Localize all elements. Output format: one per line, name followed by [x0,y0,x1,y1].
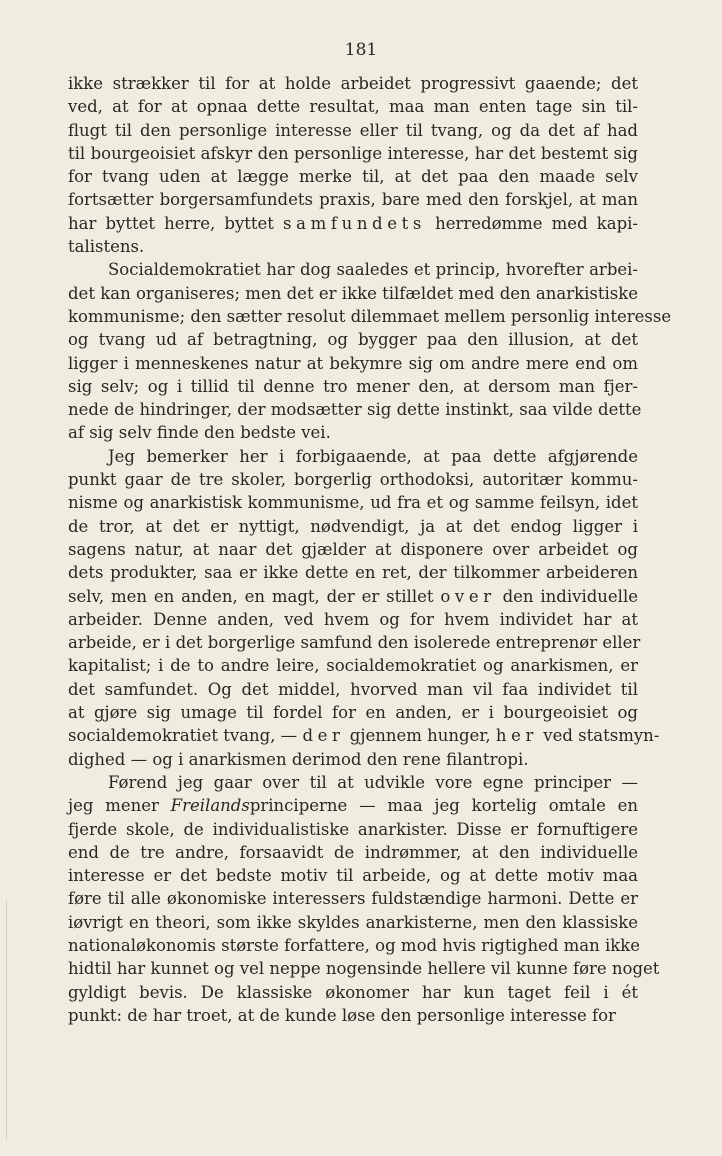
text-line [68,328,638,351]
text-line [68,119,638,142]
text-segment: gyldigt bevis. De klassiske økonomer har kun taget feil i ét [68,982,638,1002]
text-segment: ikke strækker til for at holde arbeidet progressivt gaaende; det [68,74,638,93]
text-segment: til bourgeoisiet afskyr den personlige interesse, har det bestemt sig [68,143,638,163]
text-segment: talistens. [68,237,145,257]
text-segment: nede de hindringer, der modsætter sig dette instinkt, saa vilde dette [68,400,642,420]
text-line [68,282,638,305]
text-segment: har byttet herre, byttet [68,213,284,233]
text-line [68,421,638,444]
text-line [68,864,638,887]
text-line [68,538,638,561]
text-segment: nationaløkonomis største forfattere, og mod hvis rigtighed man ikke [68,935,641,955]
text-line [68,445,638,468]
text-line [68,934,641,957]
text-segment: ved, at for at opnaa dette resultat, maa man enten tage sin til- [68,97,638,117]
body-text [68,72,672,1027]
text-line [68,654,638,677]
text-line [68,398,642,421]
text-line [68,678,638,701]
text-segment: det samfundet. Og det middel, hvorved man vil faa individet til [68,679,638,699]
text-segment: dighed — og i anarkismen derimod den rene filantropi. [68,749,529,769]
text-segment: hidtil har kunnet og vel neppe nogensinde hellere vil kunne føre noget [68,959,660,979]
text-line [68,72,638,95]
page-edge-shadow [6,900,7,1140]
text-segment: flugt til den personlige interesse eller til tvang, og da det af had [68,120,638,140]
text-segment: selv, men en anden, en magt, der er stillet [68,586,441,606]
paragraph [68,258,672,444]
text-segment: den individuelle [495,586,638,606]
page-number: 181 [344,40,378,60]
text-segment: punkt: de har troet, at de kunde løse den personlige interesse for [68,1005,616,1025]
text-line [68,818,638,841]
text-segment: principerne — maa jeg kortelig omtale en [249,796,638,816]
text-line [68,957,660,980]
text-segment: de tror, at det er nyttigt, nødvendigt, ja at det endog ligger i [68,516,638,536]
text-segment: gjennem hunger, [344,726,496,746]
paragraph [68,445,660,771]
text-line [68,771,638,794]
text-line [68,585,638,608]
text-segment: punkt gaar de tre skoler, borgerlig orthodoksi, autoritær kommu- [68,470,638,490]
text-line [68,887,638,910]
spaced-emphasis: der [302,726,345,746]
text-line [68,235,638,258]
text-segment: nisme og anarkistisk kommunisme, ud fra et og samme feilsyn, idet [68,493,638,513]
text-segment: herredømme med kapi- [425,213,638,233]
text-segment: sig selv; og i tillid til denne tro mener den, at dersom man fjer- [68,376,638,396]
text-line [68,258,638,281]
text-segment: jeg mener [68,796,171,816]
text-segment: dets produkter, saa er ikke dette en ret, der tilkommer arbeideren [68,563,638,583]
text-segment: sagens natur, at naar det gjælder at disponere over arbeidet og [68,539,638,559]
text-segment: ved statsmyn- [538,726,660,746]
text-segment: føre til alle økonomiske interessers fuldstændige harmoni. Dette er [68,889,638,909]
paragraph [68,771,660,1027]
text-line [68,515,638,538]
text-line [68,631,641,654]
text-segment: arbeider. Denne anden, ved hvem og for hvem individet har at [68,609,638,629]
text-segment: fjerde skole, de individualistiske anarkister. Disse er fornuftigere [68,819,638,839]
text-line [68,352,638,375]
text-line [68,561,638,584]
text-segment: Socialdemokratiet har dog saaledes et princip, hvorefter arbei- [108,260,638,280]
text-segment: at gjøre sig umage til fordel for en anden, er i bourgeoisiet og [68,703,638,723]
text-segment: kommunisme; den sætter resolut dilemmaet mellem personlig interesse [68,306,672,326]
text-segment: af sig selv finde den bedste vei. [68,423,331,443]
text-line [68,608,638,631]
text-line [68,491,638,514]
text-line [68,165,638,188]
text-segment: interesse er det bedste motiv til arbeide, og at dette motiv maa [68,866,638,886]
text-line [68,841,638,864]
text-line [68,981,638,1004]
text-segment: fortsætter borgersamfundets praxis, bare med den forskjel, at man [68,190,638,210]
text-line [68,305,672,328]
text-segment: arbeide, er i det borgerlige samfund den isolerede entreprenør eller [68,633,641,653]
paragraph [68,72,638,258]
text-line [68,188,638,211]
text-line [68,468,638,491]
text-line [68,911,638,934]
text-line [68,95,638,118]
text-segment: for tvang uden at lægge merke til, at det paa den maade selv [68,167,638,187]
text-line [68,212,638,235]
text-segment: socialdemokratiet tvang, — [68,726,303,746]
spaced-emphasis: samfundets [283,213,426,233]
italic-emphasis: Freilands [170,796,250,816]
text-segment: og tvang ud af betragtning, og bygger paa den illusion, at det [68,330,638,350]
text-segment: iøvrigt en theori, som ikke skyldes anarkisterne, men den klassiske [68,912,638,932]
text-line [68,375,638,398]
text-line [68,748,638,771]
text-segment: Førend jeg gaar over til at udvikle vore egne principer — [108,772,638,792]
text-segment: Jeg bemerker her i forbigaaende, at paa dette afgjørende [108,446,638,466]
spaced-emphasis: her [495,726,539,746]
text-line [68,724,660,747]
text-segment: kapitalist; i de to andre leire, socialdemokratiet og anarkismen, er [68,656,638,676]
text-line [68,142,638,165]
spaced-emphasis: over [440,586,496,606]
text-line [68,1004,638,1027]
text-segment: det kan organiseres; men det er ikke tilfældet med den anarkistiske [68,283,638,303]
text-segment: ligger i menneskenes natur at bekymre sig om andre mere end om [68,353,638,373]
text-segment: end de tre andre, forsaavidt de indrømmer, at den individuelle [68,842,638,862]
text-line [68,794,638,817]
text-line [68,701,638,724]
